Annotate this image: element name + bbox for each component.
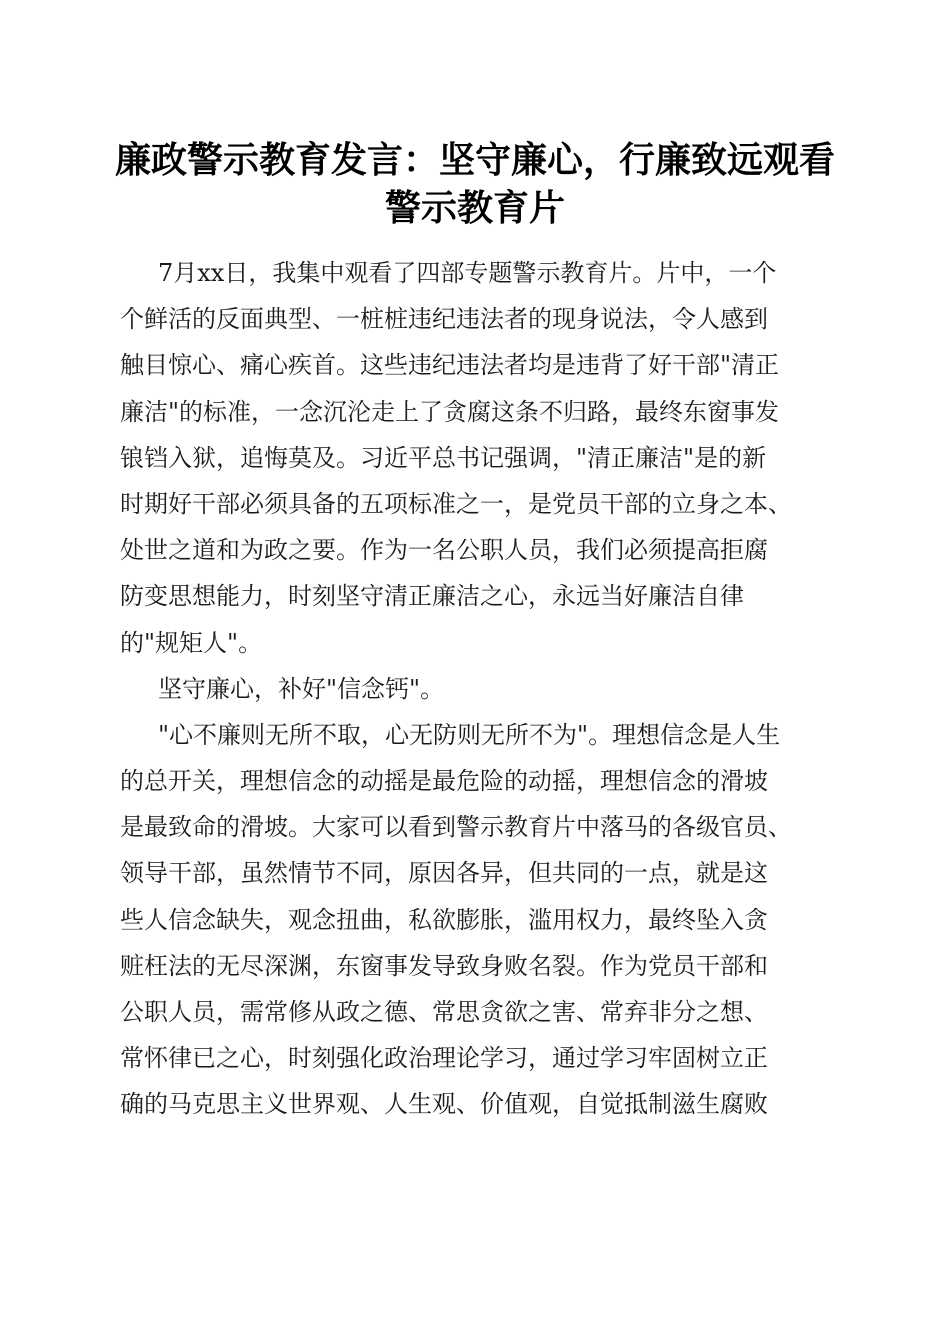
paragraph-line: 处世之道和为政之要。作为一名公职人员，我们必须提高拒腐 <box>120 536 768 565</box>
paragraph-line: 确的马克思主义世界观、人生观、价值观，自觉抵制滋生腐败 <box>120 1090 768 1119</box>
paragraph-line: 防变思想能力，时刻坚守清正廉洁之心，永远当好廉洁自律 <box>120 582 744 611</box>
paragraph-line: 的"规矩人"。 <box>120 628 263 657</box>
paragraph-line: 触目惊心、痛心疾首。这些违纪违法者均是违背了好干部"清正 <box>120 351 780 380</box>
paragraph-line: 公职人员，需常修从政之德、常思贪欲之害、常弃非分之想、 <box>120 998 768 1026</box>
document-body <box>120 250 840 1128</box>
paragraph-line: 领导干部，虽然情节不同，原因各异，但共同的一点，就是这 <box>120 859 768 888</box>
section-heading: 坚守廉心，补好"信念钙"。 <box>158 674 445 703</box>
paragraph-line: 些人信念缺失，观念扭曲，私欲膨胀，滥用权力，最终坠入贪 <box>120 905 768 934</box>
document-title <box>110 136 840 232</box>
paragraph-line: 锒铛入狱，追悔莫及。习近平总书记强调，"清正廉洁"是的新 <box>120 443 767 472</box>
paragraph-line: 是最致命的滑坡。大家可以看到警示教育片中落马的各级官员、 <box>120 813 792 842</box>
title-line-1: 廉政警示教育发言：坚守廉心，行廉致远观看 <box>114 139 835 181</box>
paragraph-line: "心不廉则无所不取，心无防则无所不为"。理想信念是人生 <box>158 720 781 749</box>
paragraph-line: 的总开关，理想信念的动摇是最危险的动摇，理想信念的滑坡 <box>120 767 768 796</box>
title-line-2: 警示教育片 <box>384 187 565 229</box>
paragraph-line: 赃枉法的无尽深渊，东窗事发导致身败名裂。作为党员干部和 <box>120 951 768 980</box>
paragraph-line: 时期好干部必须具备的五项标准之一，是党员干部的立身之本、 <box>120 489 792 518</box>
paragraph-line: 廉洁"的标准，一念沉沦走上了贪腐这条不归路，最终东窗事发 <box>120 397 780 426</box>
paragraph-line: 7月xx日，我集中观看了四部专题警示教育片。片中，一个 <box>158 259 777 287</box>
paragraph-line: 个鲜活的反面典型、一桩桩违纪违法者的现身说法，令人感到 <box>120 305 768 334</box>
paragraph-line: 常怀律已之心，时刻强化政治理论学习，通过学习牢固树立正 <box>120 1044 768 1073</box>
